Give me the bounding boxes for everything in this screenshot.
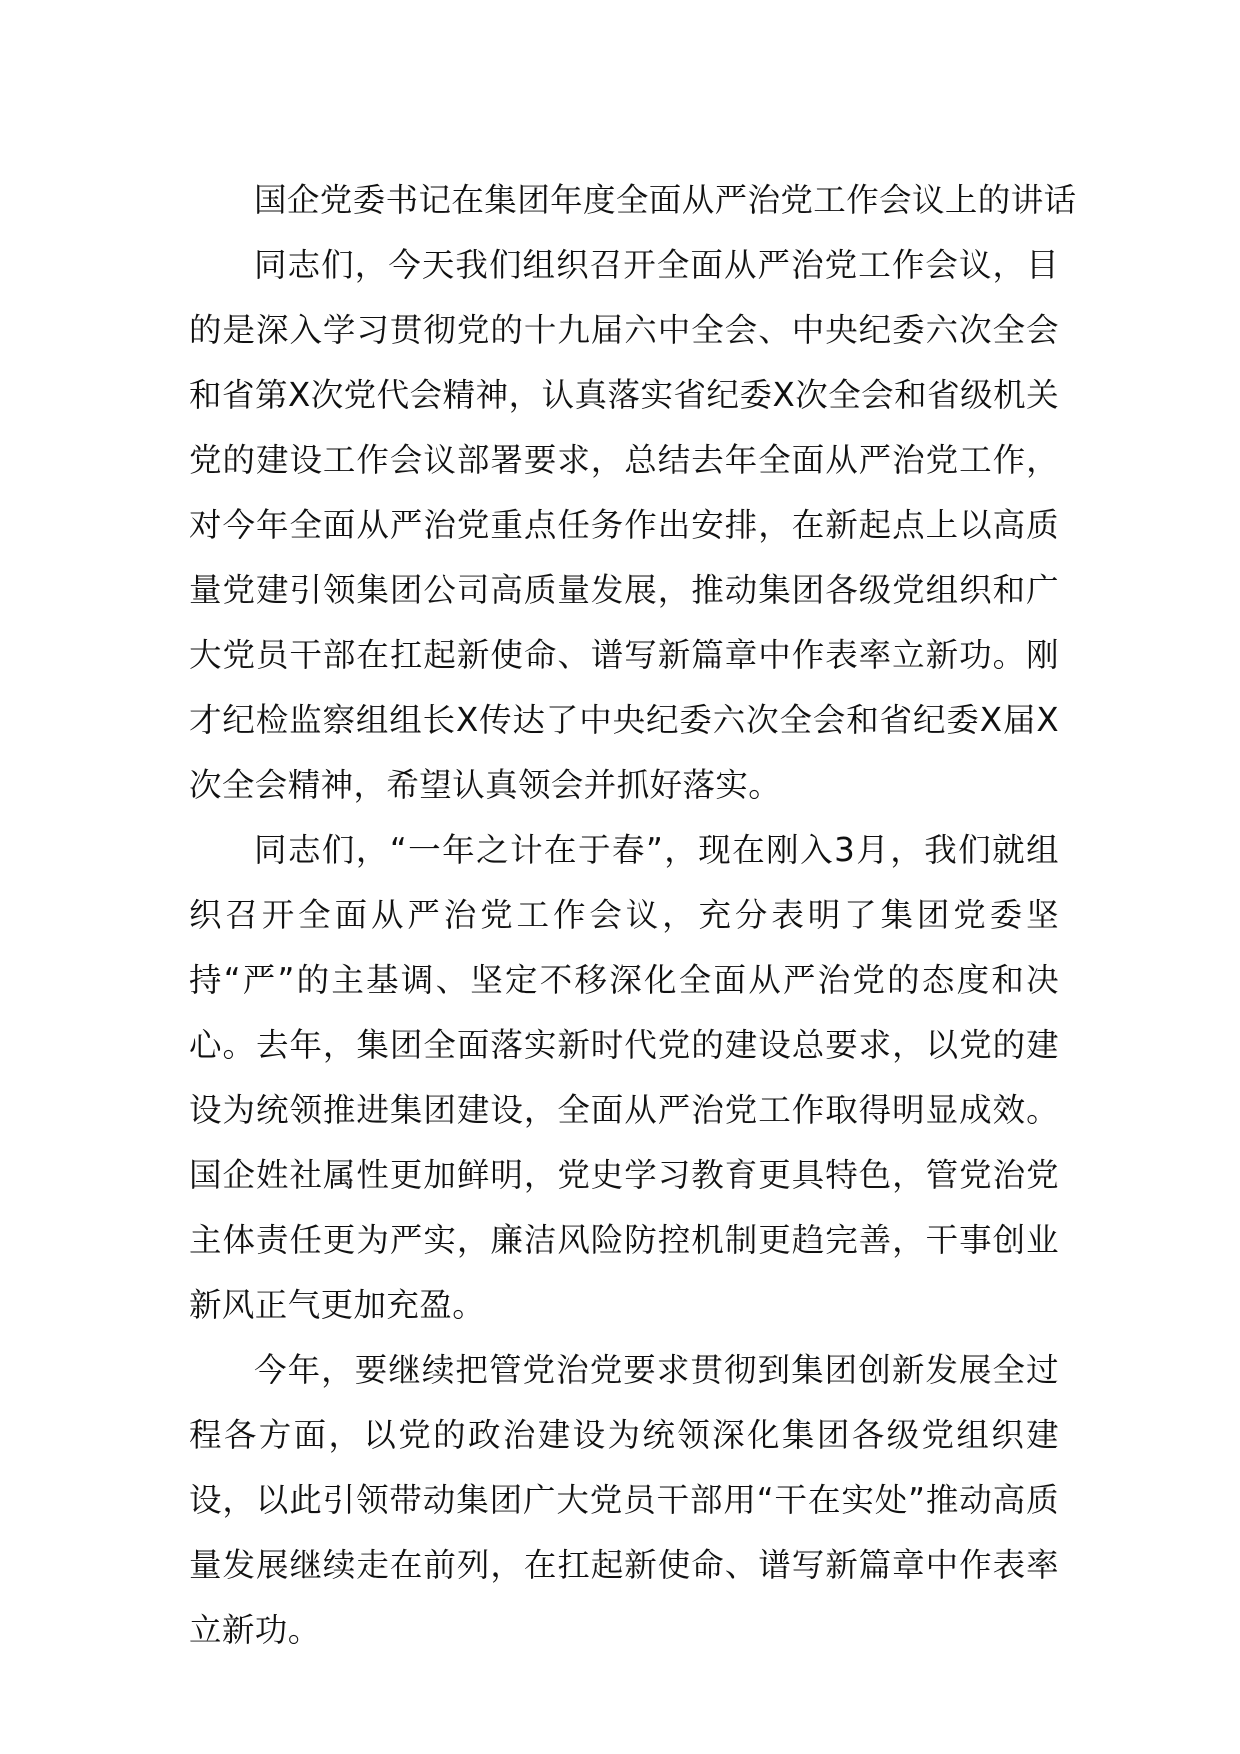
- paragraph-1: 同志们，今天我们组织召开全面从严治党工作会议，目的是深入学习贯彻党的十九届六中全会、中央纪委六次全会和省第X次党代会精神，认真落实省纪委X次全会和省级机关党的建设工作会议部署要求，总结去年全面从严治党工作，对今年全面从严治党重点任务作出安排，在新起点上以高质量党建引领集团公司高质量发展，推动集团各级党组织和广大党员干部在扛起新使命、谱写新篇章中作表率立新功。刚才纪检监察组组长X传达了中央纪委六次全会和省纪委X届X次全会精神，希望认真领会并抓好落实。: [189, 246, 1059, 804]
- paragraph-3: 今年，要继续把管党治党要求贯彻到集团创新发展全过程各方面，以党的政治建设为统领深化集团各级党组织建设，以此引领带动集团广大党员干部用“干在实处”推动高质量发展继续走在前列，在扛起新使命、谱写新篇章中作表率立新功。: [189, 1351, 1059, 1649]
- document-title: 国企党委书记在集团年度全面从严治党工作会议上的讲话: [254, 181, 1077, 219]
- document-body: [189, 168, 1077, 1663]
- paragraph-2: 同志们，“一年之计在于春”，现在刚入3月，我们就组织召开全面从严治党工作会议，充分表明了集团党委坚持“严”的主基调、坚定不移深化全面从严治党的态度和决心。去年，集团全面落实新时代党的建设总要求，以党的建设为统领推进集团建设，全面从严治党工作取得明显成效。国企姓社属性更加鲜明，党史学习教育更具特色，管党治党主体责任更为严实，廉洁风险防控机制更趋完善，干事创业新风正气更加充盈。: [189, 831, 1059, 1324]
